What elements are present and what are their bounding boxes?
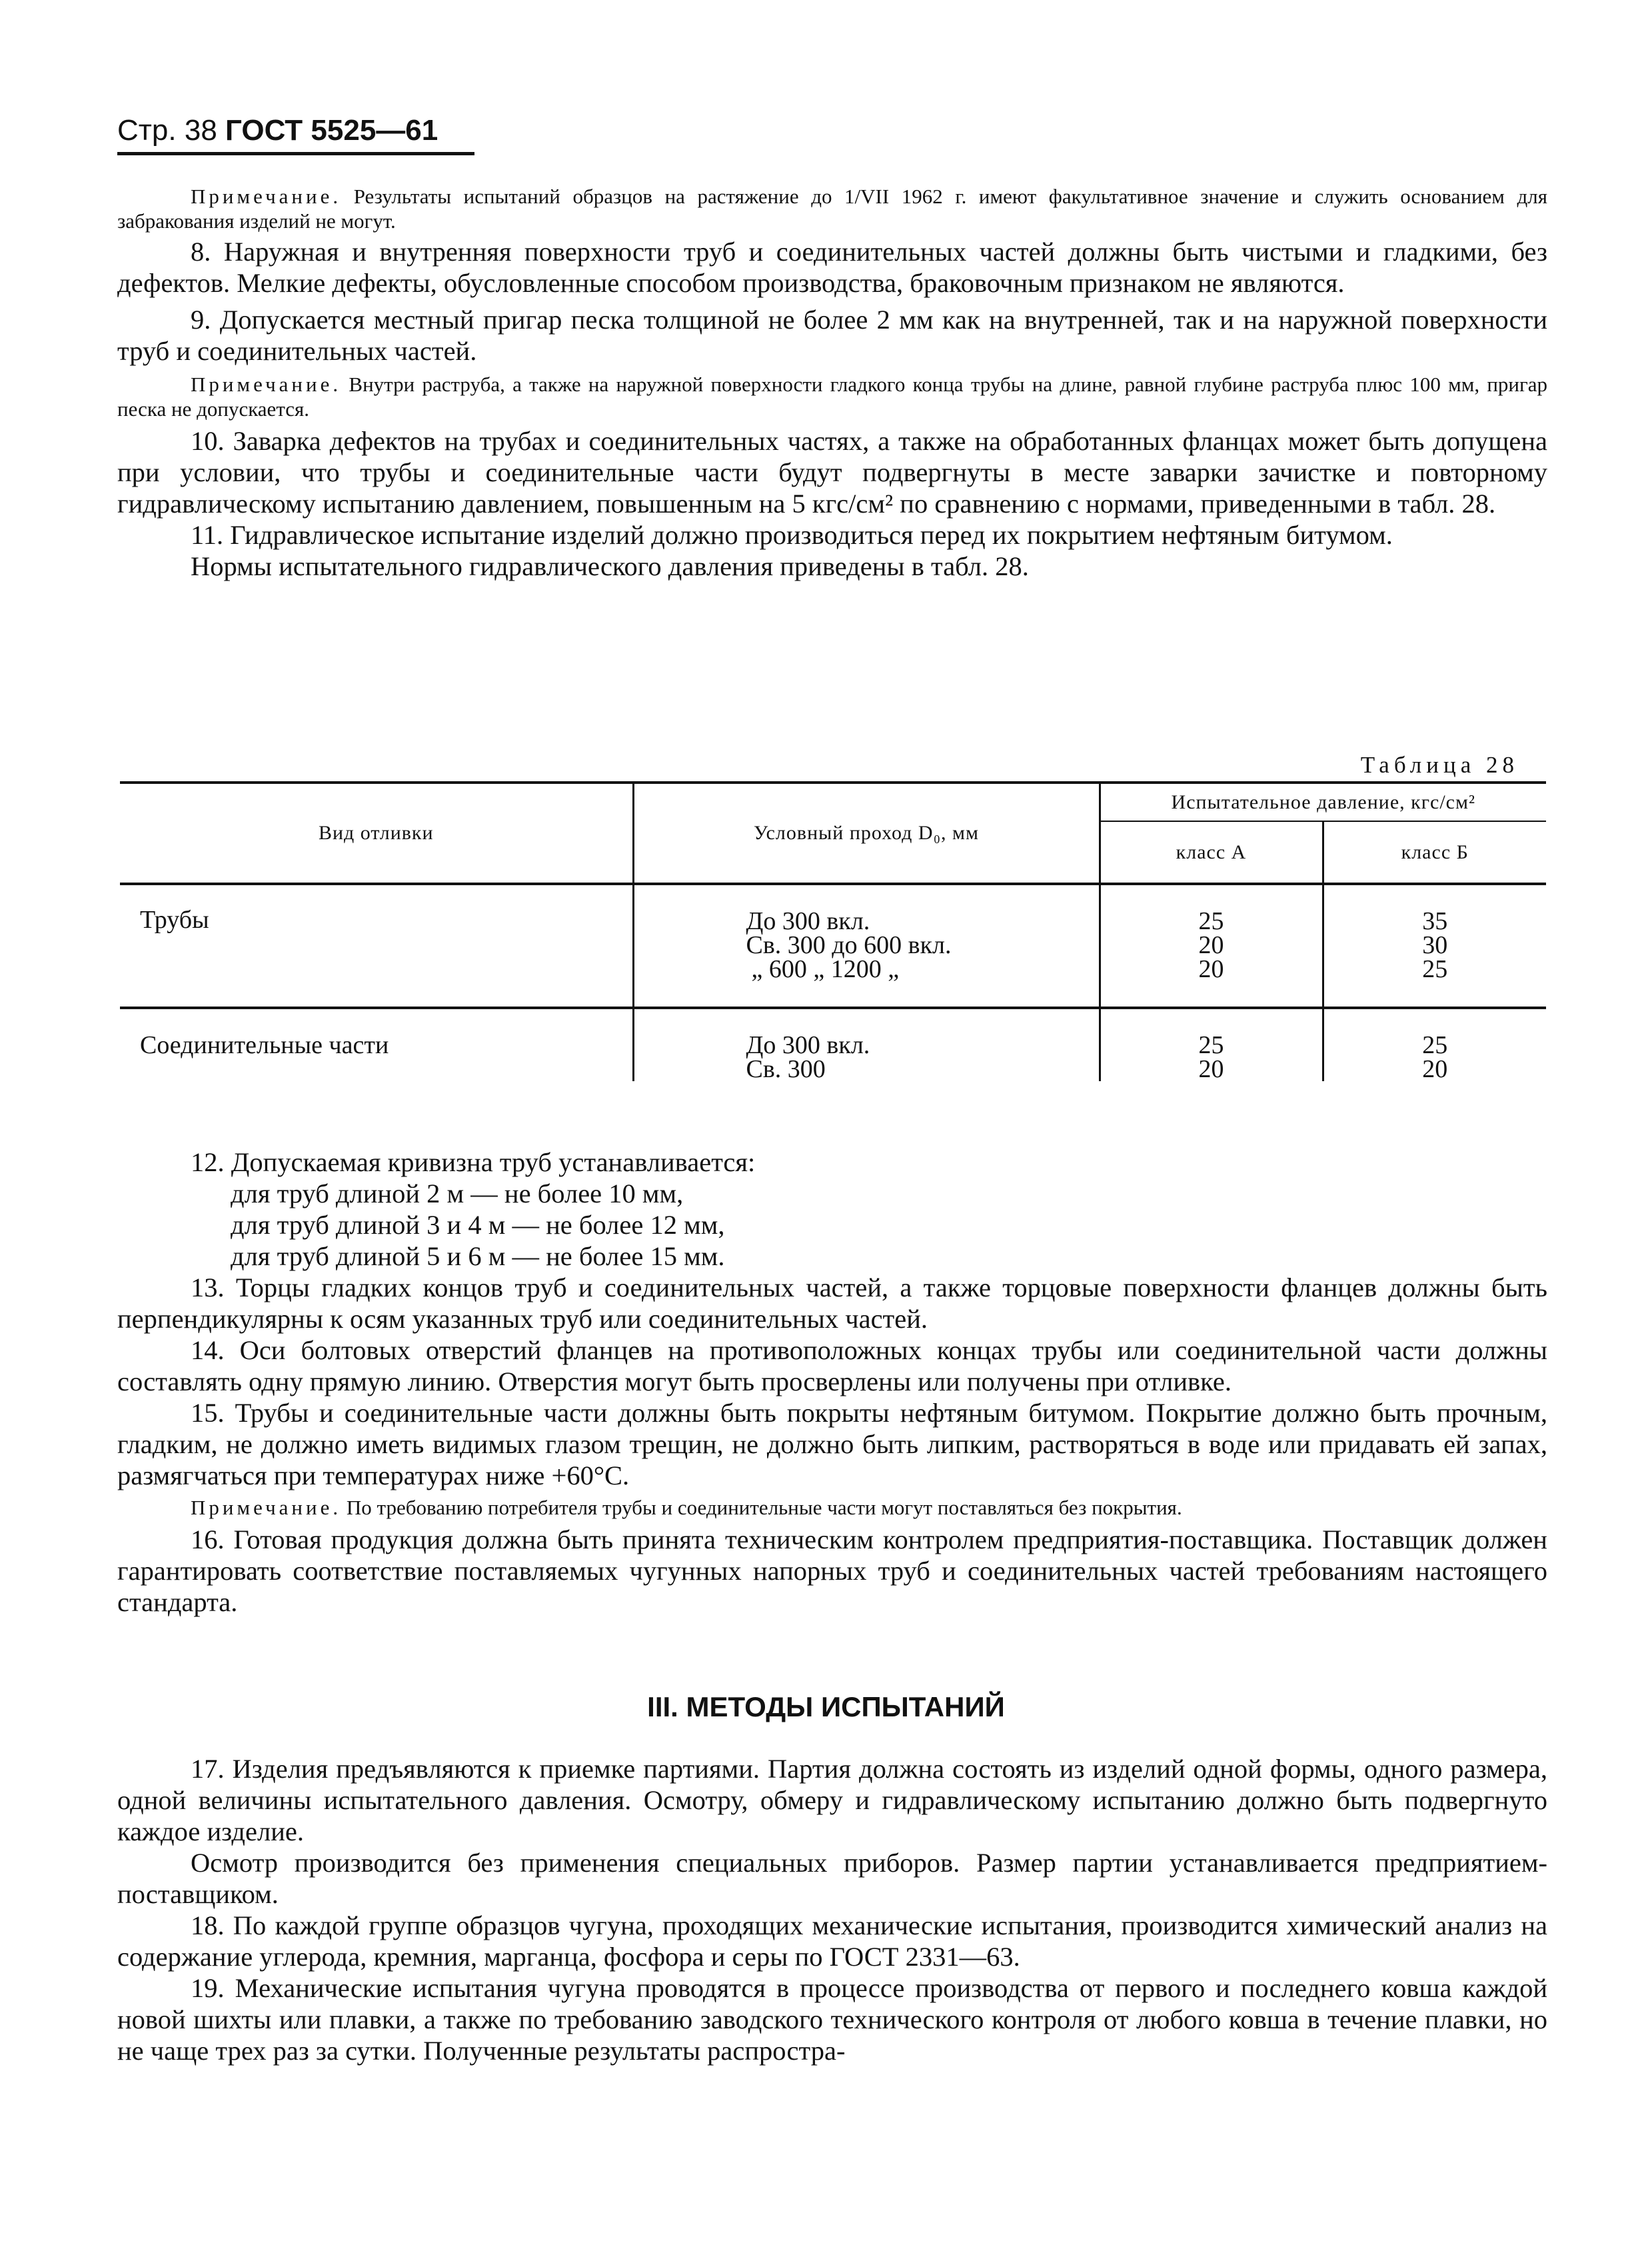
row-class-b-values <box>1323 884 1546 1008</box>
bore-value: „ 600 „ 1200 „ <box>751 955 900 983</box>
text-block-middle <box>117 1146 1547 1618</box>
paragraph-13: 13. Торцы гладких концов труб и соединительных частей, а также торцовые поверхности фланцев должны быть перпендикулярны к осям указанных труб или соединительных частей. <box>117 1272 1547 1334</box>
paragraph-16: 16. Готовая продукция должна быть принята техническим контролем предприятия-поставщика. Поставщик должен гарантировать соответствие поставляемых чугунных напорных труб и соединительных частей требованиям настоящего стандарта. <box>117 1524 1547 1617</box>
note-2 <box>117 372 1547 421</box>
paragraph-11: 11. Гидравлическое испытание изделий должно производиться перед их покрытием нефтяным битумом. <box>191 520 1393 550</box>
curvature-item: для труб длиной 2 м — не более 10 мм, <box>231 1178 684 1208</box>
note-2-text: Внутри раструба, а также на наружной поверхности гладкого конца трубы на длине, равной глубине раструба плюс 100 мм, пригар песка не допускается. <box>117 373 1547 421</box>
section-title: III. МЕТОДЫ ИСПЫТАНИЙ <box>647 1691 1005 1722</box>
bore-value: Св. 300 <box>746 1055 826 1083</box>
note-3 <box>117 1495 1547 1520</box>
table-28 <box>120 781 1546 1081</box>
table-row <box>120 1008 1546 1081</box>
header-class-b: класс Б <box>1323 821 1546 884</box>
row-class-a-values <box>1100 884 1323 1008</box>
pressure-value: 25 <box>1422 1031 1448 1059</box>
pressure-value: 25 <box>1198 907 1224 935</box>
row-class-b-values <box>1323 1008 1546 1081</box>
paragraph-11-norms: Нормы испытательного гидравлического давления приведены в табл. 28. <box>191 551 1029 581</box>
row-bore-values <box>633 1008 1100 1081</box>
table-row <box>120 884 1546 1008</box>
bore-value: До 300 вкл. <box>746 1031 870 1059</box>
bore-value: До 300 вкл. <box>746 907 870 935</box>
pressure-value: 20 <box>1198 955 1224 983</box>
page-number: Стр. 38 <box>117 114 217 147</box>
pressure-value: 20 <box>1422 1055 1448 1083</box>
text-block-bottom <box>117 1753 1547 2066</box>
note-3-label: Примечание. <box>191 1496 342 1519</box>
bore-value: Св. 300 до 600 вкл. <box>746 931 952 959</box>
page-header <box>117 112 438 149</box>
header-nominal-bore: Условный проход D₀, мм <box>633 783 1100 884</box>
row-type: Трубы <box>120 884 633 1008</box>
pressure-value: 25 <box>1422 955 1448 983</box>
paragraph-9: 9. Допускается местный пригар песка толщиной не более 2 мм как на внутренней, так и на наружной поверхности труб и соединительных частей. <box>117 305 1547 366</box>
paragraph-12: 12. Допускаемая кривизна труб устанавливается: <box>191 1147 756 1177</box>
header-test-pressure: Испытательное давление, кгс/см² <box>1100 783 1546 821</box>
note-1-text: Результаты испытаний образцов на растяжение до 1/VII 1962 г. имеют факультативное значение и служить основанием для забракования изделий не могут. <box>117 185 1547 233</box>
paragraph-14: 14. Оси болтовых отверстий фланцев на противоположных концах трубы или соединительной части должны составлять одну прямую линию. Отверстия могут быть просверлены или получены при отливке. <box>117 1335 1547 1396</box>
row-class-a-values <box>1100 1008 1323 1081</box>
note-1-label: Примечание. <box>191 185 342 208</box>
header-rule <box>117 152 474 155</box>
paragraph-17-inspection: Осмотр производится без применения специальных приборов. Размер партии устанавливается предприятием-поставщиком. <box>117 1848 1547 1909</box>
row-type: Соединительные части <box>120 1008 633 1081</box>
paragraph-8: 8. Наружная и внутренняя поверхности труб и соединительных частей должны быть чистыми и гладкими, без дефектов. Мелкие дефекты, обусловленные способом производства, браковочным признаком не являются. <box>117 237 1547 298</box>
pressure-value: 30 <box>1422 931 1448 959</box>
table-caption: Таблица 28 <box>1360 752 1519 778</box>
paragraph-17: 17. Изделия предъявляются к приемке партиями. Партия должна состоять из изделий одной формы, одного размера, одной величины испытательного давления. Осмотру, обмеру и гидравлическому испытанию должно быть подвергнуто каждое изделие. <box>117 1754 1547 1846</box>
paragraph-19: 19. Механические испытания чугуна проводятся в процессе производства от первого и последнего ковша каждой новой шихты или плавки, а также по требованию заводского технического контроля от любого ковша в течение плавки, но не чаще трех раз за сутки. Полученные результаты распростра- <box>117 1973 1547 2066</box>
note-2-label: Примечание. <box>191 373 342 396</box>
row-bore-values <box>633 884 1100 1008</box>
paragraph-18: 18. По каждой группе образцов чугуна, проходящих механические испытания, производится химический анализ на содержание углерода, кремния, марганца, фосфора и серы по ГОСТ 2331—63. <box>117 1910 1547 1972</box>
text-block-top <box>117 184 1547 582</box>
paragraph-10: 10. Заварка дефектов на трубах и соединительных частях, а также на обработанных фланцах может быть допущена при условии, что трубы и соединительные части будут подвергнуты в месте заварки зачистке и повторному гидравлическому испытанию давлением, повышенным на 5 кгс/см² по сравнению с нормами, приведенными в табл. 28. <box>117 426 1547 519</box>
pressure-value: 25 <box>1198 1031 1224 1059</box>
pressure-value: 20 <box>1198 1055 1224 1083</box>
header-class-a: класс А <box>1100 821 1323 884</box>
standard-number: ГОСТ 5525—61 <box>225 114 438 147</box>
pressure-value: 35 <box>1422 907 1448 935</box>
pressure-value: 20 <box>1198 931 1224 959</box>
note-3-text: По требованию потребителя трубы и соединительные части могут поставляться без покрытия. <box>341 1496 1182 1519</box>
note-1 <box>117 184 1547 233</box>
paragraph-15: 15. Трубы и соединительные части должны быть покрыты нефтяным битумом. Покрытие должно быть прочным, гладким, не должно иметь видимых глазом трещин, не должно быть липким, растворяться в воде или придавать ей запах, размягчаться при температурах ниже +60°С. <box>117 1398 1547 1490</box>
header-casting-type: Вид отливки <box>120 783 633 884</box>
curvature-item: для труб длиной 5 и 6 м — не более 15 мм. <box>231 1241 725 1271</box>
curvature-item: для труб длиной 3 и 4 м — не более 12 мм, <box>231 1210 725 1240</box>
